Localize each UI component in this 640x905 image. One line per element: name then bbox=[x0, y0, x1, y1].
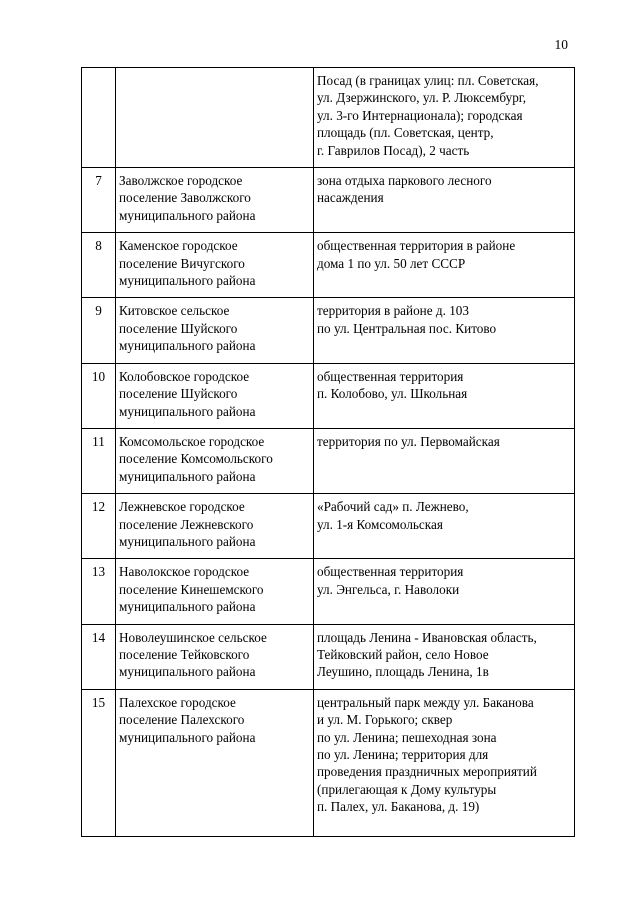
municipality-cell: Наволокское городское поселение Кинешемского муниципального района bbox=[116, 559, 314, 624]
row-number: 7 bbox=[82, 168, 116, 233]
territory-cell: общественная территория ул. Энгельса, г. Наволоки bbox=[314, 559, 575, 624]
municipality-cell: Каменское городское поселение Вичугского муниципального района bbox=[116, 233, 314, 298]
page-number: 10 bbox=[554, 37, 568, 52]
row-number bbox=[82, 68, 116, 168]
table-row bbox=[82, 298, 575, 363]
municipality-cell: Заволжское городское поселение Заволжского муниципального района bbox=[116, 168, 314, 233]
table-row bbox=[82, 428, 575, 493]
municipality-cell: Палехское городское поселение Палехского муниципального района bbox=[116, 689, 314, 836]
territory-cell: территория в районе д. 103 по ул. Центральная пос. Китово bbox=[314, 298, 575, 363]
table-row bbox=[82, 363, 575, 428]
row-number: 10 bbox=[82, 363, 116, 428]
territory-cell: территория по ул. Первомайская bbox=[314, 428, 575, 493]
territory-cell: общественная территория в районе дома 1 по ул. 50 лет СССР bbox=[314, 233, 575, 298]
municipality-cell: Колобовское городское поселение Шуйского муниципального района bbox=[116, 363, 314, 428]
row-number: 12 bbox=[82, 494, 116, 559]
territory-cell: общественная территория п. Колобово, ул. Школьная bbox=[314, 363, 575, 428]
territory-cell: зона отдыха паркового лесного насаждения bbox=[314, 168, 575, 233]
row-number: 9 bbox=[82, 298, 116, 363]
territory-cell: площадь Ленина - Ивановская область, Тейковский район, село Новое Леушино, площадь Ленина, 1в bbox=[314, 624, 575, 689]
municipality-cell: Новолеушинское сельское поселение Тейковского муниципального района bbox=[116, 624, 314, 689]
territory-cell: Посад (в границах улиц: пл. Советская, ул. Дзержинского, ул. Р. Люксембург, ул. 3-го Интернационала); городская площадь (пл. Советская, центр, г. Гаврилов Посад), 2 часть bbox=[314, 68, 575, 168]
territory-cell: «Рабочий сад» п. Лежнево, ул. 1-я Комсомольская bbox=[314, 494, 575, 559]
municipality-cell bbox=[116, 68, 314, 168]
row-number: 13 bbox=[82, 559, 116, 624]
row-number: 15 bbox=[82, 689, 116, 836]
table-row bbox=[82, 559, 575, 624]
municipality-cell: Лежневское городское поселение Лежневского муниципального района bbox=[116, 494, 314, 559]
row-number: 8 bbox=[82, 233, 116, 298]
municipality-cell: Комсомольское городское поселение Комсомольского муниципального района bbox=[116, 428, 314, 493]
table-row bbox=[82, 624, 575, 689]
table-row bbox=[82, 168, 575, 233]
row-number: 14 bbox=[82, 624, 116, 689]
table-row bbox=[82, 494, 575, 559]
table-row bbox=[82, 689, 575, 836]
municipality-cell: Китовское сельское поселение Шуйского муниципального района bbox=[116, 298, 314, 363]
table-row bbox=[82, 68, 575, 168]
table-row bbox=[82, 233, 575, 298]
row-number: 11 bbox=[82, 428, 116, 493]
territory-cell: центральный парк между ул. Баканова и ул. М. Горького; сквер по ул. Ленина; пешеходная зона по ул. Ленина; территория для проведения праздничных мероприятий (прилегающая к Дому культуры п. Палех, ул. Баканова, д. 19) bbox=[314, 689, 575, 836]
territories-table bbox=[81, 67, 575, 837]
